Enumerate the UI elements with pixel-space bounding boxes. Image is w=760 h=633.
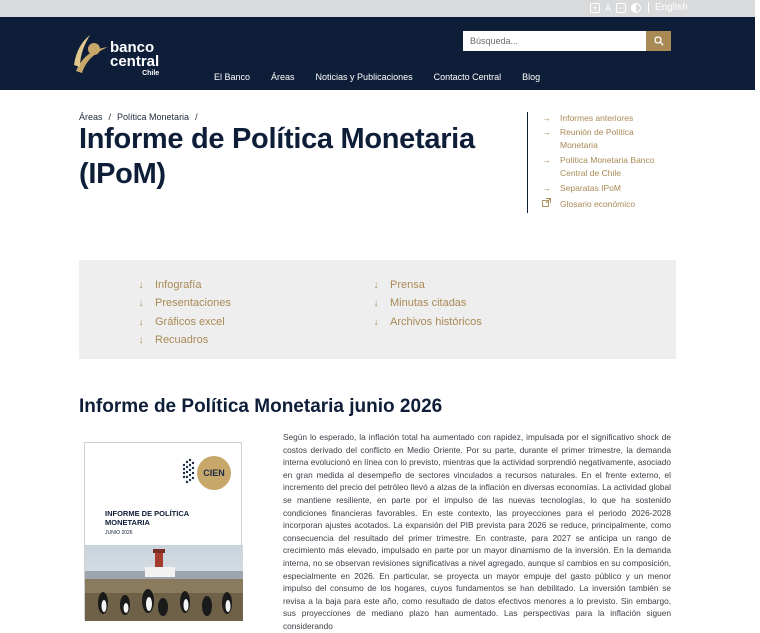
arrow-down-icon: ↓ [373, 316, 379, 328]
font-size-label: A [605, 3, 612, 13]
nav-item-el-banco[interactable]: El Banco [214, 72, 251, 82]
font-increase-button[interactable]: + [590, 3, 600, 13]
arrow-down-icon: ↓ [138, 316, 144, 328]
quick-link-label: Archivos históricos [390, 316, 482, 328]
logo-line-2: central [110, 53, 160, 70]
search-input[interactable] [463, 31, 647, 51]
breadcrumb-separator: / [195, 112, 198, 122]
quick-link-minutas[interactable] [372, 297, 466, 309]
search-button[interactable] [646, 31, 671, 51]
quick-link-prensa[interactable] [372, 279, 425, 291]
related-link-label: Glosario económico [560, 199, 636, 209]
arrow-right-icon: → [542, 127, 551, 137]
arrow-down-icon: ↓ [138, 297, 144, 309]
quick-link-label: Recuadros [155, 334, 209, 346]
penguins-photo [85, 545, 243, 621]
related-link-glosario[interactable] [542, 198, 670, 211]
nav-item-blog[interactable]: Blog [522, 72, 541, 82]
related-link-label: Separatas IPoM [560, 183, 621, 193]
related-link-separatas[interactable] [542, 182, 670, 195]
logo-line-3: Chile [142, 70, 160, 77]
language-link[interactable]: English [648, 2, 688, 13]
arrow-right-icon: → [542, 183, 551, 193]
related-link-label: Reunión de Política Monetaria [560, 127, 634, 150]
search-icon [654, 36, 664, 46]
arrow-right-icon: → [542, 155, 551, 165]
quick-link-recuadros[interactable] [137, 334, 208, 346]
section-title: Informe de Política Monetaria junio 2026 [79, 396, 443, 417]
arrow-down-icon: ↓ [138, 334, 144, 346]
quick-link-label: Gráficos excel [155, 316, 225, 328]
quick-link-label: Prensa [390, 279, 425, 291]
quick-link-infografia[interactable] [137, 279, 201, 291]
logo-text [110, 41, 159, 78]
nav-item-noticias[interactable]: Noticias y Publicaciones [315, 72, 413, 82]
quick-link-archivos[interactable] [372, 316, 482, 328]
contrast-icon[interactable] [631, 3, 641, 13]
logo[interactable] [72, 27, 172, 77]
arrow-down-icon: ↓ [373, 279, 379, 291]
cover-date: JUNIO 2026 [105, 530, 133, 536]
breadcrumb-areas[interactable]: Áreas [79, 112, 103, 122]
report-cover-image[interactable] [84, 442, 242, 620]
quick-links-panel [79, 260, 676, 359]
external-link-icon [542, 198, 552, 211]
site-header [0, 17, 755, 90]
quick-link-presentaciones[interactable] [137, 297, 231, 309]
related-link-reunion[interactable] [542, 126, 670, 152]
utility-bar [0, 0, 755, 17]
breadcrumb-politica-monetaria[interactable]: Política Monetaria [117, 112, 190, 122]
page-title: Informe de Política Monetaria (IPoM) [79, 123, 475, 190]
related-link-politica-monetaria[interactable] [542, 154, 670, 180]
quick-link-label: Presentaciones [155, 297, 231, 309]
logo-line-1: banco [110, 39, 155, 56]
nav-item-areas[interactable]: Áreas [271, 72, 295, 82]
related-link-informes-anteriores[interactable] [542, 112, 670, 125]
font-decrease-button[interactable]: − [616, 3, 626, 13]
related-link-label: Informes anteriores [560, 113, 634, 123]
cien-badge [181, 455, 233, 491]
breadcrumb [79, 112, 198, 122]
related-links [527, 112, 687, 213]
report-summary-text: Según lo esperado, la inflación total ha aumentado con rapidez, impulsada por el significativo shock de costos derivado del conflicto en Medio Oriente. Por su parte, durante el primer trimestre, la demanda interna evolucionó en línea con lo previsto, mientras que la actividad sorprendió negativamente, asociado en gran medida al desempeño de sectores vinculados a recursos naturales. En el frente externo, el incremento del precio del petróleo llevó a alzas de la inflación en diversas economías. La actividad global se mantiene resiliente, en parte por el impulso de las nuevas tecnologías, lo que ha sostenido condiciones financieras favorables. En este contexto, las proyecciones para el periodo 2026-2028 incorporan ajustes acotados. La expansión del PIB prevista para 2026 se reduce, principalmente, como consecuencia del resultado del primer trimestre. En contraste, para 2027 se anticipa un rango de crecimiento más elevado, impulsado en parte por un mayor dinamismo de la inversión. En la demanda interna, no se observan revisiones significativas a nivel agregado, aunque sí cambios en su composición, especialmente en 2026. En particular, se proyecta un mayor empuje del gasto público y un menor impulso del consumo de los hogares, cuyos fundamentos se han debilitado. La inversión también se revisa a la baja para este año, como resultado de datos efectivos menores a lo previsto. Sin embargo, sus proyecciones de mediano plazo han aumentado. Las perspectivas para la inflación siguen considerando [283, 432, 671, 631]
arrow-down-icon: ↓ [373, 297, 379, 309]
arrow-down-icon: ↓ [138, 279, 144, 291]
nav-item-contacto[interactable]: Contacto Central [433, 72, 502, 82]
main-nav [214, 72, 540, 82]
arrow-right-icon: → [542, 113, 551, 123]
quick-link-graficos-excel[interactable] [137, 316, 225, 328]
quick-link-label: Infografía [155, 279, 202, 291]
quick-link-label: Minutas citadas [390, 297, 467, 309]
logo-mark-icon [72, 27, 112, 77]
cover-title: INFORME DE POLÍTICA MONETARIA [105, 509, 189, 527]
related-link-label: Política Monetaria Banco Central de Chile [560, 155, 655, 178]
badge-text: CIEN [203, 468, 225, 478]
breadcrumb-separator: / [108, 112, 112, 122]
